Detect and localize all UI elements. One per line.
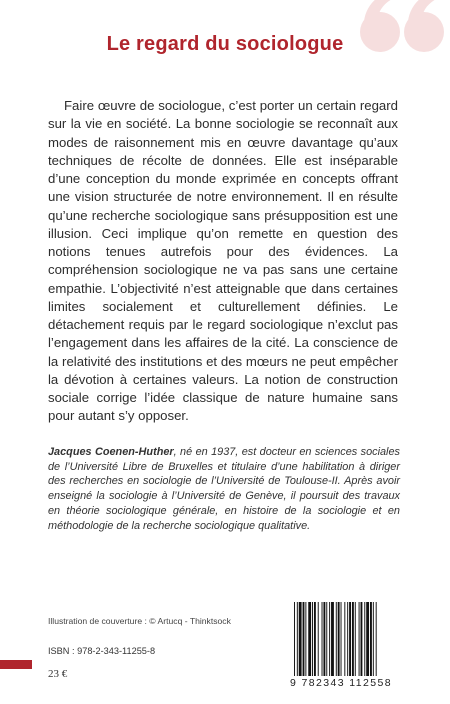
barcode-bar: [373, 602, 374, 676]
barcode-bar: [336, 602, 337, 676]
barcode-bar: [349, 602, 351, 676]
barcode-bar: [308, 602, 311, 676]
barcode-bar: [347, 602, 348, 676]
author-name: Jacques Coenen-Huther: [48, 446, 174, 458]
barcode-bar: [366, 602, 369, 676]
barcode-bar: [318, 602, 319, 676]
barcode-bar: [361, 602, 363, 676]
barcode-bar: [376, 602, 377, 676]
barcode-bar: [322, 602, 323, 676]
barcode-bar: [329, 602, 330, 676]
author-bio: [48, 445, 400, 533]
barcode-bar: [344, 602, 345, 676]
author-bio-text: , né en 1937, est docteur en sciences sociales de l’Université Libre de Bruxelles et titulaire d’une habilitation à diriger des recherches en sociologie de l’Université de Toulouse-II. Après avoir enseigné la sociologie à l’Université de Genève, il poursuit des travaux en théorie sociologique générale, en histoire de la sociologie et en méthodologie de la recherche sociologique qualitative.: [48, 446, 400, 532]
barcode-digits: 9 782343 112558: [290, 677, 408, 689]
barcode-bar: [364, 602, 365, 676]
accent-bar: [0, 660, 32, 669]
barcode-bar: [303, 602, 305, 676]
price-label: 23 €: [48, 668, 68, 680]
barcode-bar: [370, 602, 372, 676]
barcode-bar: [352, 602, 354, 676]
book-title: Le regard du sociologue: [106, 33, 344, 55]
cover-illustration-credit: Illustration de couverture : © Artucq - Thinktsock: [48, 616, 231, 626]
barcode-bar: [312, 602, 313, 676]
barcode-bar: [314, 602, 316, 676]
barcode-bar: [331, 602, 334, 676]
barcode-bar: [341, 602, 342, 676]
barcode-bar: [299, 602, 302, 676]
barcode-bar: [297, 602, 298, 676]
barcode-bar: [305, 602, 306, 676]
barcode-bar: [359, 602, 360, 676]
isbn-label: ISBN : 978-2-343-11255-8: [48, 646, 156, 656]
barcode-bar: [338, 602, 340, 676]
barcode-bar: [294, 602, 295, 676]
barcode-bar: [355, 602, 356, 676]
barcode-bar: [326, 602, 327, 676]
back-cover-summary: Faire œuvre de sociologue, c’est porter un certain regard sur la vie en société. La bonne sociologie se reconnaît aux modes de raisonnement mis en œuvre davantage qu’aux techniques de récolte de données. Elle est inséparable d’une conception du monde exprimée en concepts offrant une vision structurée de notre environnement. Il en résulte qu’une recherche sociologique sans présupposition est une illusion. Ceci implique qu’on remette en question des notions tenues autrefois pour des évidences. La compréhension sociologique ne va pas sans une certaine empathie. L’objectivité n’est atteignable que dans certaines limites socialement et culturellement définies. Le détachement requis par le regard sociologique n’exclut pas l’engagement dans les affaires de la cité. La conscience de la relativité des institutions et des mœurs ne peut empêcher la dévotion à certaines valeurs. La notion de construction sociale corrige l’idée classique de nature humaine sans pour autant s’y opposer.: [48, 98, 398, 424]
barcode-bar: [323, 602, 325, 676]
